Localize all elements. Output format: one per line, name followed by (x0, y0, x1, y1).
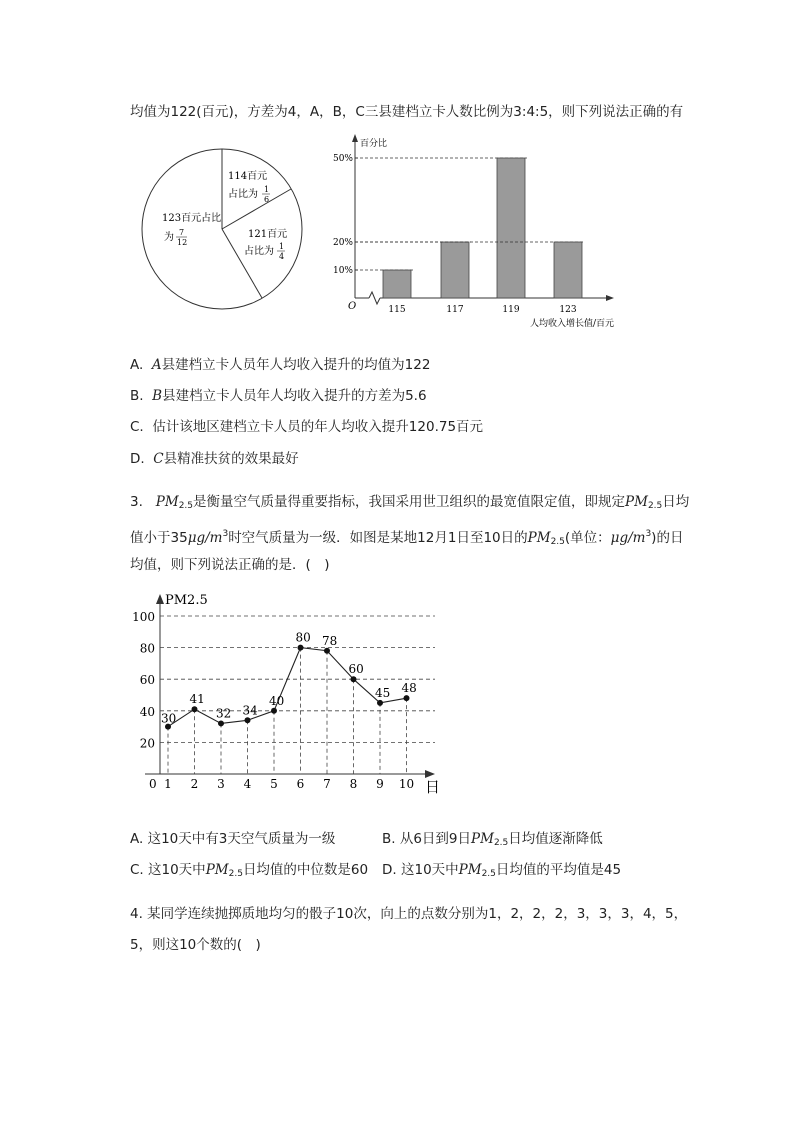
pm-symbol: PM (205, 862, 229, 878)
pm-symbol: PM (458, 862, 482, 878)
pm-subscript: 2.5 (228, 869, 243, 879)
q2-option-d-county: C (153, 451, 164, 467)
data-point (218, 720, 224, 726)
data-point (324, 648, 330, 654)
x-tick-label: 3 (217, 777, 225, 791)
slice-123-label-2: 为 (164, 232, 174, 243)
q3-option-d-text-1: D. 这10天中 (382, 862, 459, 878)
q3-line-2-text-a: 值小于35 (130, 530, 188, 546)
q2-option-d (130, 450, 299, 468)
slice-123-label-1: 123百元占比 (162, 213, 222, 224)
unit-superscript: 3 (645, 529, 652, 539)
unit-symbol: μg/m (610, 530, 646, 546)
slice-121-label-2: 占比为 (244, 246, 274, 257)
q3-option-d (382, 861, 621, 883)
slice-121-frac-den: 4 (279, 252, 285, 261)
data-point (245, 717, 251, 723)
q3-option-c (130, 861, 368, 883)
q2-option-b-text: 县建档立卡人员年人均收入提升的方差为5.6 (162, 388, 427, 404)
x-tick-label: 10 (398, 777, 415, 791)
bar-x-tick-label: 117 (446, 305, 464, 315)
pm-symbol: PM (155, 494, 179, 510)
slice-123-frac-den: 12 (177, 238, 188, 247)
series-line (168, 648, 407, 727)
data-label: 60 (348, 662, 364, 677)
y-tick-label: 20 (139, 736, 155, 751)
y-tick-label: 60 (139, 673, 155, 688)
q3-option-b-text-2: 日均值逐渐降低 (508, 831, 603, 847)
q3-line-2-text-c: (单位： (564, 530, 611, 546)
data-point (351, 676, 357, 682)
q3-number: 3. (130, 494, 143, 510)
y-tick-label: 100 (132, 610, 155, 624)
pie-chart (140, 145, 310, 315)
q2-option-a-county: A (151, 357, 162, 373)
bar-y-arrow (352, 134, 358, 142)
slice-114-frac-num: 1 (264, 185, 270, 194)
axis-break (369, 292, 380, 304)
pm-subscript: 2.5 (647, 501, 663, 511)
data-label: 80 (295, 630, 311, 645)
bar (441, 242, 469, 298)
data-point (404, 695, 410, 701)
q3-option-b-text-1: B. 从6日到9日 (382, 831, 472, 847)
q2-option-d-letter: D. (130, 451, 145, 467)
x-tick-label: 2 (190, 777, 199, 791)
pm-symbol: PM (471, 831, 494, 847)
bar (554, 242, 582, 298)
line-origin: 0 (149, 777, 157, 791)
bar-x-tick-label: 123 (559, 305, 577, 315)
x-tick-label: 1 (164, 777, 172, 791)
pm-symbol: PM (625, 494, 648, 510)
line-x-axis-label: 日 (425, 778, 441, 796)
q3-line-1-text-b: 日均 (662, 494, 690, 510)
data-label: 78 (322, 633, 338, 648)
pm-subscript: 2.5 (178, 501, 194, 511)
slice-121-frac-num: 1 (279, 242, 285, 251)
q3-line-1 (130, 493, 689, 515)
q2-option-a-letter: A. (130, 357, 144, 373)
q4-line-2: 5，则这10个数的( ) (130, 937, 261, 953)
x-tick-label: 9 (376, 777, 384, 791)
bar-origin: O (348, 301, 357, 312)
bar-y-tick-label: 20% (332, 238, 353, 248)
slice-114-label-2: 占比为 (228, 189, 258, 200)
bar-y-tick-label: 50% (332, 154, 353, 164)
bar (383, 270, 411, 298)
q2-intro-line: 均值为122(百元)，方差为4，A，B，C三县建档立卡人数比例为3:4:5，则下列说法正确的有 (130, 104, 684, 120)
q3-line-1-text-a: 是衡量空气质量得重要指标，我国采用世卫组织的最宽值限定值，即规定 (193, 494, 626, 510)
bar-x-arrow (606, 295, 614, 301)
data-label: 40 (269, 693, 285, 708)
x-tick-label: 5 (270, 777, 278, 791)
data-label: 34 (242, 703, 258, 718)
data-label: 32 (216, 706, 232, 721)
bar (497, 158, 525, 298)
y-tick-label: 40 (139, 704, 155, 719)
q2-option-c (130, 418, 483, 436)
pm-subscript: 2.5 (481, 869, 496, 879)
q3-option-a: A. 这10天中有3天空气质量为一级 (130, 831, 336, 847)
line-y-arrow (156, 594, 164, 604)
q2-option-b (130, 387, 427, 405)
pm-subscript: 2.5 (550, 537, 565, 547)
q2-option-a (130, 356, 430, 374)
x-tick-label: 6 (296, 777, 305, 791)
unit-symbol: μg/m (187, 530, 223, 546)
q3-option-c-text-2: 日均值的中位数是60 (242, 862, 369, 878)
q2-option-a-text: 县建档立卡人员年人均收入提升的均值为122 (161, 357, 431, 373)
bar-x-tick-label: 115 (388, 305, 406, 315)
data-label: 41 (189, 692, 205, 707)
bar-y-axis-label: 百分比 (360, 139, 388, 149)
slice-114-label-1: 114百元 (228, 171, 268, 182)
q4-line-1: 4. 某同学连续抛掷质地均匀的骰子10次，向上的点数分别为1，2，2，2，3，3，3，4，5， (130, 906, 688, 922)
line-y-axis-label: PM2.5 (165, 593, 208, 608)
q3-line-3: 均值，则下列说法正确的是．( ) (130, 557, 330, 573)
line-x-arrow (425, 770, 435, 778)
slice-114-frac-den: 6 (264, 195, 270, 204)
q2-option-b-county: B (152, 388, 163, 404)
x-tick-label: 8 (349, 777, 358, 791)
q3-option-d-text-2: 日均值的平均值是45 (495, 862, 622, 878)
q3-option-c-text-1: C. 这10天中 (130, 862, 206, 878)
data-label: 30 (161, 711, 177, 726)
q2-option-d-text: 县精准扶贫的效果最好 (163, 451, 299, 467)
q3-line-2-text-b: 时空气质量为一级．如图是某地12月1日至10日的 (228, 530, 528, 546)
pm25-line-chart (125, 588, 455, 808)
data-point (192, 706, 198, 712)
x-tick-label: 7 (323, 777, 331, 791)
slice-123-frac-num: 7 (179, 228, 185, 237)
bar-chart (330, 130, 640, 335)
q2-option-c-letter: C. (130, 419, 144, 435)
data-point (271, 708, 277, 714)
bar-x-tick-label: 119 (502, 305, 520, 315)
unit-superscript: 3 (222, 529, 229, 539)
q2-option-b-letter: B. (130, 388, 144, 404)
slice-121-label-1: 121百元 (248, 229, 288, 240)
q3-option-b (382, 830, 603, 852)
data-point (298, 645, 304, 651)
pm-symbol: PM (527, 530, 551, 546)
x-tick-label: 4 (243, 777, 252, 791)
data-label: 45 (375, 685, 391, 700)
data-point (377, 700, 383, 706)
q2-option-c-text: 估计该地区建档立卡人员的年人均收入提升120.75百元 (152, 419, 484, 435)
q3-line-2 (130, 525, 683, 551)
y-tick-label: 80 (139, 641, 155, 656)
pm-subscript: 2.5 (493, 838, 509, 848)
bar-y-tick-label: 10% (332, 266, 353, 276)
data-label: 48 (401, 681, 417, 696)
q3-line-2-text-d: )的日 (651, 530, 684, 546)
bar-x-axis-label: 人均收入增长值/百元 (530, 319, 615, 329)
